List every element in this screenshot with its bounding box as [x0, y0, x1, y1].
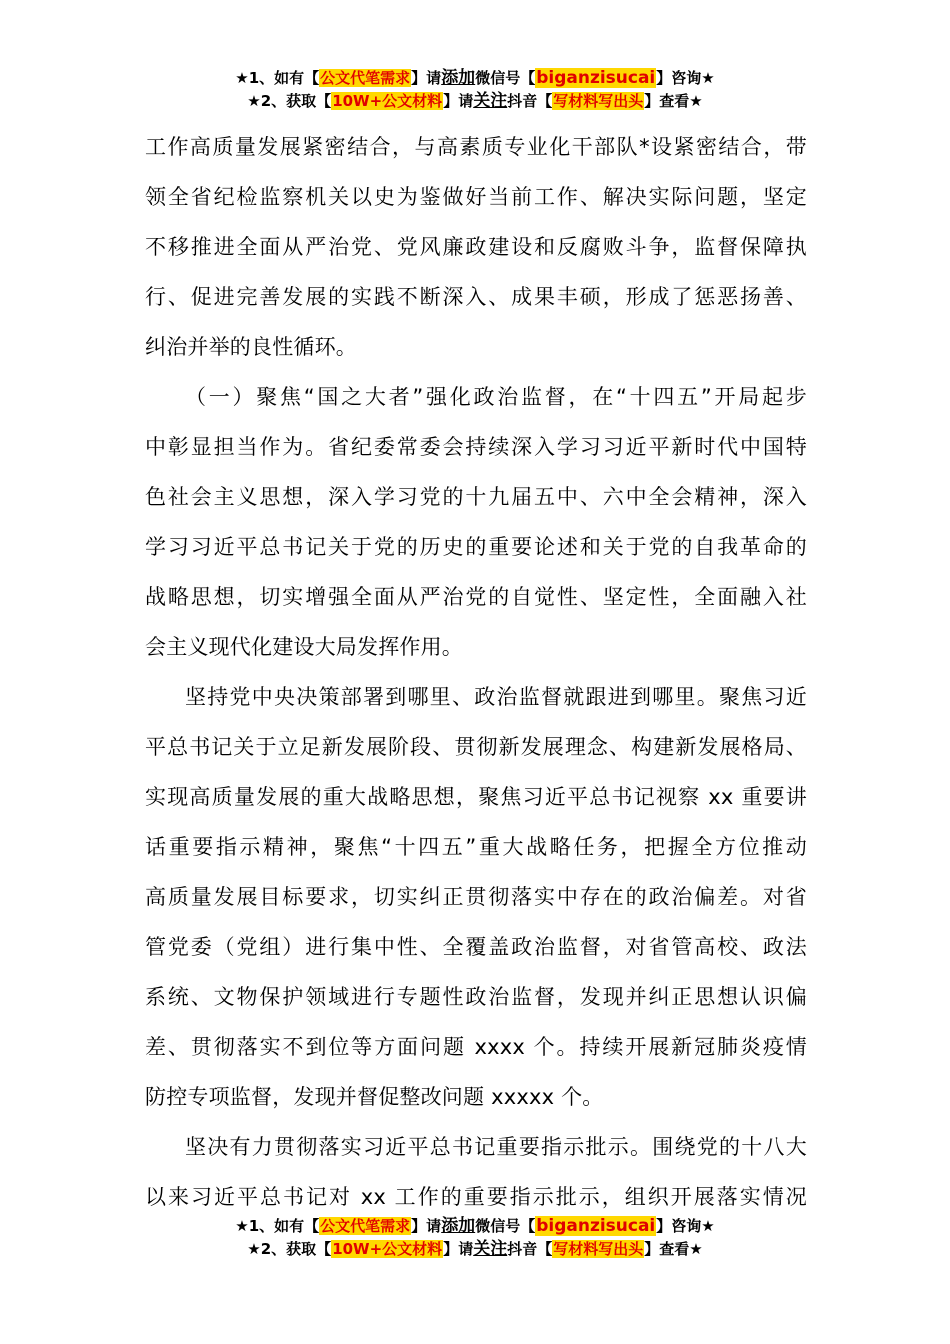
- body-line: 平总书记关于立足新发展阶段、贯彻新发展理念、构建新发展格局、: [145, 735, 807, 759]
- highlight-douyin: 写材料写出头: [553, 1240, 644, 1258]
- footer-notice-line-2: ★2、获取【10W+公文材料】请关注抖音【写材料写出头】查看★: [247, 1239, 703, 1259]
- body-line: 以来习近平总书记对 xx 工作的重要指示批示，组织开展落实情况: [145, 1185, 807, 1209]
- body-line: 纠治并举的良性循环。: [145, 335, 357, 359]
- body-line: 高质量发展目标要求，切实纠正贯彻落实中存在的政治偏差。对省: [145, 885, 807, 909]
- body-line: 领全省纪检监察机关以史为鉴做好当前工作、解决实际问题，坚定: [145, 185, 807, 209]
- footer-notice-line-1: ★1、如有【公文代笔需求】请添加微信号【biganzisucai】咨询★: [235, 1216, 715, 1236]
- header-notice: [0, 67, 950, 113]
- highlight-materials: 10W+公文材料: [332, 1240, 443, 1258]
- body-line: 行、促进完善发展的实践不断深入、成果丰硕，形成了惩恶扬善、: [145, 285, 807, 309]
- body-line: 会主义现代化建设大局发挥作用。: [145, 635, 463, 659]
- body-line: 学习习近平总书记关于党的历史的重要论述和关于党的自我革命的: [145, 535, 807, 559]
- body-line: 战略思想，切实增强全面从严治党的自觉性、坚定性，全面融入社: [145, 585, 807, 609]
- body-line: 工作高质量发展紧密结合，与高素质专业化干部队*设紧密结合，带: [145, 135, 807, 159]
- document-body: [145, 122, 807, 1222]
- header-notice-line-1: ★1、如有【公文代笔需求】请添加微信号【biganzisucai】咨询★: [235, 68, 715, 88]
- highlight-wechat-id: biganzisucai: [536, 68, 656, 88]
- body-line: 差、贯彻落实不到位等方面问题 xxxx 个。持续开展新冠肺炎疫情: [145, 1035, 807, 1059]
- paragraph-start: 坚决有力贯彻落实习近平总书记重要指示批示。围绕党的十八大: [185, 1135, 807, 1159]
- section-heading: （一）聚焦“国之大者”强化政治监督，在“十四五”开局起步: [185, 385, 807, 409]
- highlight-service: 公文代笔需求: [320, 1217, 411, 1235]
- body-line: 中彰显担当作为。省纪委常委会持续深入学习习近平新时代中国特: [145, 435, 807, 459]
- footer-notice: [0, 1215, 950, 1261]
- highlight-materials: 10W+公文材料: [332, 92, 443, 110]
- body-line: 防控专项监督，发现并督促整改问题 xxxxx 个。: [145, 1085, 604, 1109]
- body-line: 不移推进全面从严治党、党风廉政建设和反腐败斗争，监督保障执: [145, 235, 807, 259]
- highlight-wechat-id: biganzisucai: [536, 1216, 656, 1236]
- body-line: 话重要指示精神，聚焦“十四五”重大战略任务，把握全方位推动: [145, 835, 807, 859]
- body-line: 系统、文物保护领域进行专题性政治监督，发现并纠正思想认识偏: [145, 985, 807, 1009]
- header-notice-line-2: ★2、获取【10W+公文材料】请关注抖音【写材料写出头】查看★: [247, 91, 703, 111]
- body-line: 实现高质量发展的重大战略思想，聚焦习近平总书记视察 xx 重要讲: [145, 785, 807, 809]
- paragraph-start: 坚持党中央决策部署到哪里、政治监督就跟进到哪里。聚焦习近: [185, 685, 807, 709]
- body-line: 管党委（党组）进行集中性、全覆盖政治监督，对省管高校、政法: [145, 935, 807, 959]
- highlight-service: 公文代笔需求: [320, 69, 411, 87]
- body-line: 色社会主义思想，深入学习党的十九届五中、六中全会精神，深入: [145, 485, 807, 509]
- highlight-douyin: 写材料写出头: [553, 92, 644, 110]
